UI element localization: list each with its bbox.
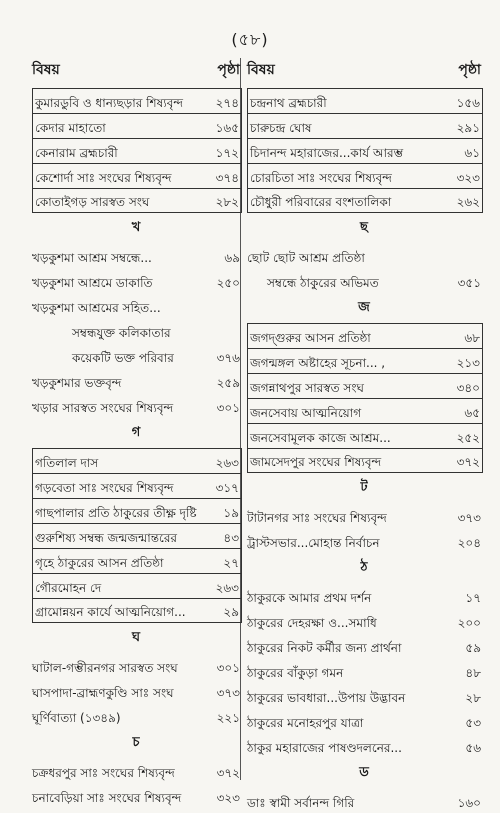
entry-title: কেনারাম ব্রহ্মচারী <box>35 146 118 160</box>
index-entry <box>245 733 483 758</box>
index-entry <box>32 598 242 623</box>
section-letter: চ <box>132 735 140 750</box>
entry-title: জগন্নাথপুর সারস্বত সংঘ <box>250 381 364 395</box>
entry-title: চনাবেড়িয়া সাঃ সংঘের শিষ্যবৃন্দ <box>32 791 182 805</box>
entry-title: চোরচিতা সাঃ সংঘের শিষ্যবৃন্দ <box>250 171 392 185</box>
index-entry <box>247 188 483 213</box>
index-entry <box>245 658 483 683</box>
index-entry <box>32 88 242 113</box>
entry-page-number: ২৫২ <box>456 431 480 445</box>
entry-title: ঠাকুরের নিকট কর্মীর জন্য প্রার্থনা <box>247 641 402 655</box>
entry-title: গাছপালার প্রতি ঠাকুরের তীক্ষ্ণ দৃষ্টি <box>35 506 197 520</box>
subject-header: বিষয় <box>247 62 275 78</box>
entry-title: গৌরমোহন দে <box>35 581 102 595</box>
index-entry <box>32 113 242 138</box>
index-entry <box>32 448 242 473</box>
index-entry <box>30 368 242 393</box>
entry-title: ঠাকুরের দেহরক্ষা ও...সমাধি <box>247 616 377 630</box>
entry-page-number: ২৭৪ <box>215 96 239 110</box>
index-entry <box>245 788 483 813</box>
index-entry <box>247 163 483 188</box>
entry-title: খড়কুশমা আশ্রমে ডাকাতি <box>32 276 153 290</box>
entry-title: জনসেবায় আত্মনিয়োগ <box>250 406 362 420</box>
entry-title: ডাঃ স্বামী সর্বানন্দ গিরি <box>247 796 355 810</box>
entry-page-number: ২৭ <box>223 556 239 570</box>
index-entry <box>247 398 483 423</box>
entry-page-number: ১৬০ <box>457 796 481 810</box>
entry-title: খড়কুশমা আশ্রম সম্বন্ধে... <box>32 251 152 265</box>
entry-title: ঠাকুরের মনোহরপুর যাত্রা <box>247 716 364 730</box>
entry-title: কোতাইগড় সারস্বত সংঘ <box>35 195 150 209</box>
index-entry <box>245 503 483 528</box>
column-header <box>30 58 242 82</box>
entry-title: গুরুশিষ্য সম্বন্ধ জন্মজন্মান্তরের <box>35 531 178 545</box>
index-entry <box>245 528 483 553</box>
entry-title: গৃহে ঠাকুরের আসন প্রতিষ্ঠা <box>35 556 164 570</box>
index-entry <box>30 393 242 418</box>
index-entry-continuation <box>30 318 242 343</box>
entry-title: চক্রধরপুর সাঃ সংঘের শিষ্যবৃন্দ <box>32 766 175 780</box>
entry-page-number: ৩৭৬ <box>216 351 240 365</box>
page-header: পৃষ্ঠা <box>217 62 240 78</box>
subject-header: বিষয় <box>32 62 60 78</box>
index-entry <box>245 683 483 708</box>
entry-title: সম্বন্ধযুক্ত কলিকাতার <box>72 326 171 340</box>
entry-page-number: ২১৩ <box>456 356 480 370</box>
index-entry <box>245 633 483 658</box>
entry-title: ঠাকুরের ভাবধারা...উপায় উদ্ভাবন <box>247 691 406 705</box>
entry-page-number: ২৬৩ <box>215 456 239 470</box>
entry-page-number: ২৮ <box>465 691 481 705</box>
entry-title: টাটানগর সাঃ সংঘের শিষ্যবৃন্দ <box>247 511 387 525</box>
section-letter: জ <box>358 300 370 315</box>
entry-page-number: ১৯ <box>223 506 239 520</box>
section-letter: ছ <box>360 220 368 235</box>
index-entry <box>247 113 483 138</box>
entry-page-number: ৩৫১ <box>457 276 481 290</box>
entry-page-number: ২৯১ <box>456 121 480 135</box>
entry-page-number: ৫৩ <box>465 716 481 730</box>
page-number: (৫৮) <box>231 30 269 49</box>
entry-page-number: ১৭২ <box>215 146 239 160</box>
index-entry <box>247 348 483 373</box>
index-column-left <box>30 58 242 808</box>
entry-title: গড়বেতা সাঃ সংঘের শিষ্যবৃন্দ <box>35 481 174 495</box>
entry-title: ছোট ছোট আশ্রম প্রতিষ্ঠা <box>247 251 365 265</box>
entry-title: জগদ্গুরুর আসন প্রতিষ্ঠা <box>250 331 371 345</box>
index-entry <box>245 583 483 608</box>
index-entry <box>32 523 242 548</box>
section-letter: ট <box>360 480 368 495</box>
entry-title: চন্দ্রনাথ ব্রহ্মচারী <box>250 96 327 110</box>
index-entry <box>30 653 242 678</box>
index-entry <box>32 548 242 573</box>
section-letter: ঠ <box>360 560 368 575</box>
entry-title: কুমারডুবি ও ধান্যছড়ার শিষ্যবৃন্দ <box>35 96 184 110</box>
entry-title: খড়কুশমার ভক্তবৃন্দ <box>32 376 122 390</box>
entry-page-number: ৬৮ <box>464 331 480 345</box>
entry-page-number: ৩২৩ <box>216 791 240 805</box>
index-entry <box>247 373 483 398</box>
index-entry <box>245 708 483 733</box>
entry-page-number: ৬৫ <box>464 406 480 420</box>
entry-title: কয়েকটি ভক্ত পরিবার <box>72 351 174 365</box>
section-letter: ড <box>359 765 369 780</box>
entry-page-number: ২৫০ <box>216 276 240 290</box>
index-entry <box>32 498 242 523</box>
index-entry <box>32 473 242 498</box>
entry-page-number: ২৬২ <box>456 195 480 209</box>
entry-title: ঘাটাল-গম্ভীরনগর সারস্বত সংঘ <box>32 661 178 675</box>
index-entry <box>247 323 483 348</box>
entry-page-number: ৩৭২ <box>456 455 480 469</box>
entry-title: কেশোর্দা সাঃ সংঘের শিষ্যবৃন্দ <box>35 171 172 185</box>
entry-page-number: ২০০ <box>457 616 481 630</box>
entry-title: চিদানন্দ মহারাজের...কার্য আরম্ভ <box>250 146 404 160</box>
index-entry <box>247 423 483 448</box>
entry-page-number: ৩৪০ <box>456 381 480 395</box>
entry-title: ঘাসপাদা-ব্রাহ্মণকুণ্ডি সাঃ সংঘ <box>32 686 174 700</box>
entry-page-number: ৫৬ <box>465 741 481 755</box>
entry-page-number: ৩০১ <box>216 401 240 415</box>
index-entry <box>32 138 242 163</box>
entry-page-number: ২৯ <box>223 605 239 619</box>
entry-title: খড়কুশমা আশ্রমের সহিত... <box>32 301 161 315</box>
entry-title: ঠাকুরের বাঁকুড়া গমন <box>247 666 344 680</box>
entry-page-number: ৪৮ <box>465 666 481 680</box>
entry-page-number: ৪৩ <box>223 531 239 545</box>
index-entry <box>30 678 242 703</box>
entry-page-number: ১৬৫ <box>215 121 239 135</box>
entry-title: চৌধুরী পরিবারের বংশতালিকা <box>250 195 392 209</box>
entry-title: জনসেবামূলক কাজে আশ্রম... <box>250 431 391 445</box>
entry-title: ট্রাস্টসভার...মোহান্ত নির্বাচন <box>247 536 380 550</box>
index-entry <box>30 293 242 318</box>
entry-page-number: ৬৯ <box>224 251 240 265</box>
section-letter: গ <box>131 425 141 440</box>
entry-page-number: ৩৭৩ <box>457 511 481 525</box>
index-entry <box>247 88 483 113</box>
index-entry <box>30 783 242 808</box>
entry-title: জগন্মঙ্গল অষ্টাহের সূচনা... , <box>250 356 386 370</box>
index-entry-continuation <box>245 268 483 293</box>
index-column-right <box>245 58 483 813</box>
entry-title: কেদার মাহাতো <box>35 121 106 135</box>
entry-title: ঠাকুরকে আমার প্রথম দর্শন <box>247 591 372 605</box>
entry-page-number: ১৫৬ <box>456 96 480 110</box>
entry-title: গতিলাল দাস <box>35 456 99 470</box>
entry-page-number: ২২১ <box>216 711 240 725</box>
entry-page-number: ৩০১ <box>216 661 240 675</box>
entry-page-number: ২৫৯ <box>216 376 240 390</box>
column-header <box>245 58 483 82</box>
index-entry <box>32 163 242 188</box>
entry-title: সম্বন্ধে ঠাকুরের অভিমত <box>267 276 379 290</box>
entry-title: গ্রামোন্নয়ন কার্যে আত্মনিয়োগ... <box>35 605 186 619</box>
entry-page-number: ১৭ <box>465 591 481 605</box>
entry-title: ঘূর্ণিবাত্যা (১৩৪৯) <box>32 711 121 725</box>
section-letter: খ <box>131 220 141 235</box>
index-entry <box>30 268 242 293</box>
entry-page-number: ৬১ <box>464 146 480 160</box>
index-entry <box>30 703 242 728</box>
entry-page-number: ৫৯ <box>465 641 481 655</box>
index-entry <box>32 573 242 598</box>
index-entry <box>30 758 242 783</box>
entry-page-number: ৩৭২ <box>216 766 240 780</box>
entry-page-number: ৩১৭ <box>215 481 239 495</box>
index-entry <box>245 243 483 268</box>
page-header: পৃষ্ঠা <box>458 62 481 78</box>
entry-title: জামসেদপুর সংঘের শিষ্যবৃন্দ <box>250 455 382 469</box>
entry-title: খড়ার সারস্বত সংঘের শিষ্যবৃন্দ <box>32 401 174 415</box>
entry-page-number: ৩৭৩ <box>216 686 240 700</box>
entry-page-number: ৩২৩ <box>456 171 480 185</box>
index-entry-continuation <box>30 343 242 368</box>
index-entry <box>32 188 242 213</box>
index-entry <box>245 608 483 633</box>
entry-page-number: ৩৭৪ <box>215 171 239 185</box>
entry-title: ঠাকুর মহারাজের পাষণ্ডদলনের... <box>247 741 402 755</box>
entry-page-number: ২৬৩ <box>215 581 239 595</box>
entry-page-number: ২০৪ <box>457 536 481 550</box>
entry-page-number: ২৮২ <box>215 195 239 209</box>
index-entry <box>247 448 483 473</box>
index-entry <box>30 243 242 268</box>
index-entry <box>247 138 483 163</box>
entry-title: চারুচন্দ্র ঘোষ <box>250 121 312 135</box>
section-letter: ঘ <box>131 630 141 645</box>
